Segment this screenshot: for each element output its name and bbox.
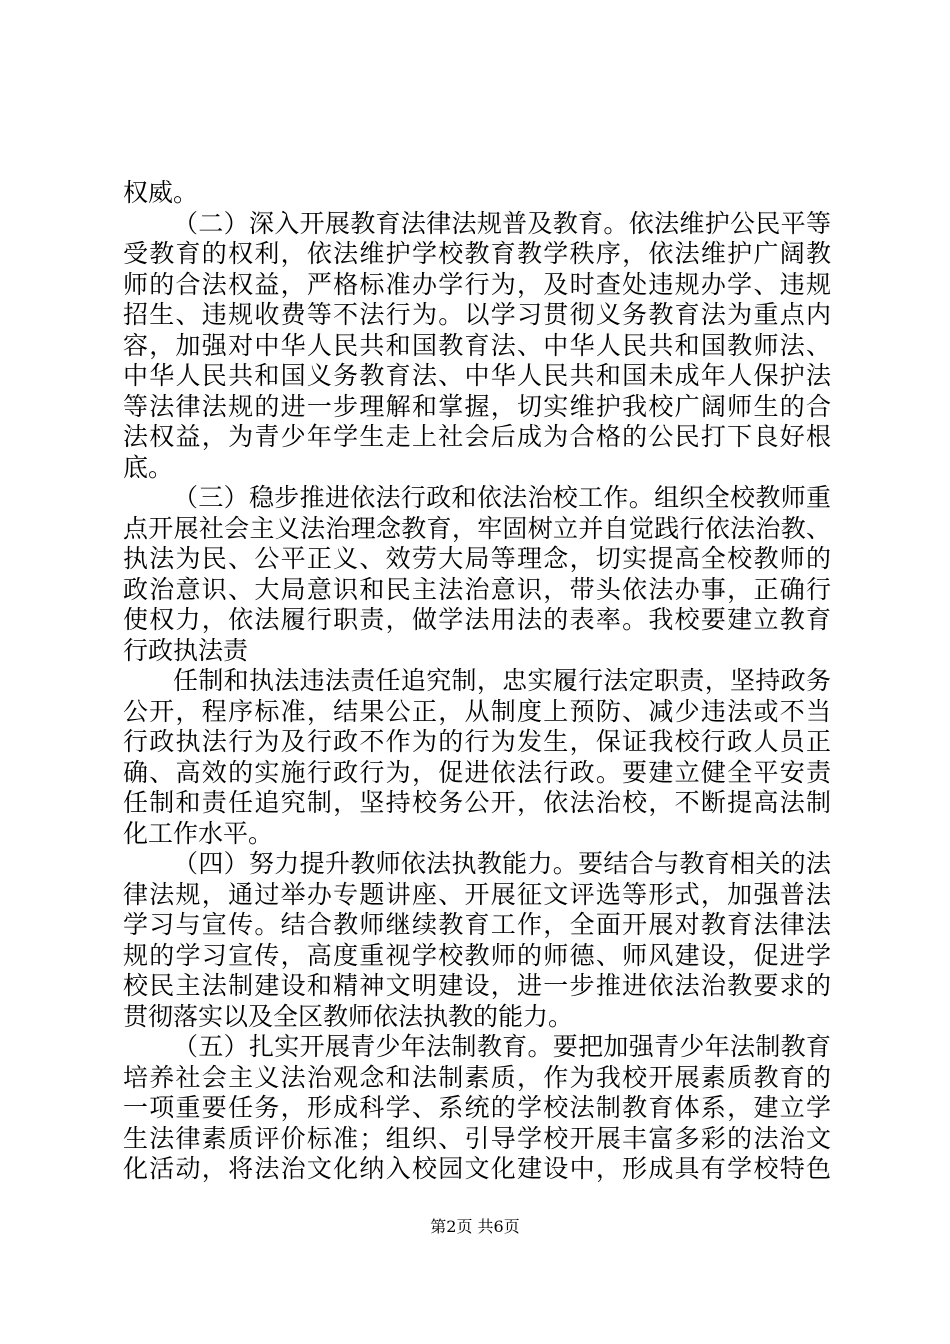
paragraph-continuation: [123, 178, 831, 209]
text-line: 确、高效的实施行政行为，促进依法行政。要建立健全平安责: [123, 757, 831, 787]
section-4-heading-line: （四）努力提升教师依法执教能力。要结合与教育相关的法: [173, 849, 831, 878]
text-line: 生法律素质评价标准；组织、引导学校开展丰富多彩的法治文: [123, 1123, 831, 1153]
paragraph-section-3: [123, 483, 831, 666]
page-number-footer: 第2页 共6页: [430, 1217, 520, 1236]
text-line: 化活动，将法治文化纳入校园文化建设中，形成具有学校特色: [123, 1154, 831, 1183]
text-line: 行政执法行为及行政不作为的行为发生，保证我校行政人员正: [123, 727, 831, 756]
text-line: 受教育的权利，依法维护学校教育教学秩序，依法维护广阔教: [123, 239, 831, 268]
paragraph-section-2: [123, 209, 831, 484]
text-line: 点开展社会主义法治理念教育，牢固树立并自觉践行依法治教、: [123, 513, 831, 543]
text-line: 校民主法制建设和精神文明建设，进一步推进依法治教要求的: [123, 971, 831, 1000]
text-line: 任制和责任追究制，坚持校务公开，依法治校，不断提高法制: [123, 788, 831, 817]
text-line: 学习与宣传。结合教师继续教育工作，全面开展对教育法律法: [123, 910, 831, 939]
text-line: 培养社会主义法治观念和法制素质，作为我校开展素质教育的: [123, 1062, 831, 1092]
text-line: 执法为民、公平正义、效劳大局等理念，切实提高全校教师的: [123, 544, 831, 573]
paragraph-section-5: [123, 1032, 831, 1185]
text-line: 权威。: [123, 178, 199, 207]
text-line: 公开，程序标准，结果公正，从制度上预防、减少违法或不当: [123, 696, 831, 726]
section-5-heading-line: （五）扎实开展青少年法制教育。要把加强青少年法制教育: [173, 1032, 831, 1061]
text-line: 使权力，依法履行职责，做学法用法的表率。我校要建立教育: [123, 605, 831, 634]
text-line: 等法律法规的进一步理解和掌握，切实维护我校广阔师生的合: [123, 391, 831, 421]
section-3-heading-line: （三）稳步推进依法行政和依法治校工作。组织全校教师重: [173, 483, 831, 512]
text-line: 律法规，通过举办专题讲座、开展征文评选等形式，加强普法: [123, 879, 831, 909]
document-body: [123, 178, 831, 1185]
text-line: 中华人民共和国义务教育法、中华人民共和国未成年人保护法: [123, 361, 831, 390]
text-line: 任制和执法违法责任追究制，忠实履行法定职责，坚持政务: [173, 666, 831, 695]
text-line: 政治意识、大局意识和民主法治意识，带头依法办事，正确行: [123, 574, 831, 604]
text-line: 规的学习宣传，高度重视学校教师的师德、师风建设，促进学: [123, 940, 831, 970]
text-line: 行政执法责: [123, 635, 249, 665]
text-line: 底。: [123, 452, 174, 482]
text-line: 贯彻落实以及全区教师依法执教的能力。: [123, 1001, 574, 1031]
text-line: 招生、违规收费等不法行为。以学习贯彻义务教育法为重点内: [123, 300, 831, 329]
section-2-heading-line: （二）深入开展教育法律法规普及教育。依法维护公民平等: [173, 208, 831, 238]
text-line: 师的合法权益，严格标准办学行为，及时查处违规办学、违规: [123, 269, 831, 299]
text-line: 容，加强对中华人民共和国教育法、中华人民共和国教师法、: [123, 330, 831, 360]
paragraph-section-3-continued: [123, 666, 831, 849]
text-line: 一项重要任务，形成科学、系统的学校法制教育体系，建立学: [123, 1093, 831, 1122]
text-line: 化工作水平。: [123, 818, 274, 848]
text-line: 法权益，为青少年学生走上社会后成为合格的公民打下良好根: [123, 422, 831, 451]
paragraph-section-4: [123, 849, 831, 1032]
